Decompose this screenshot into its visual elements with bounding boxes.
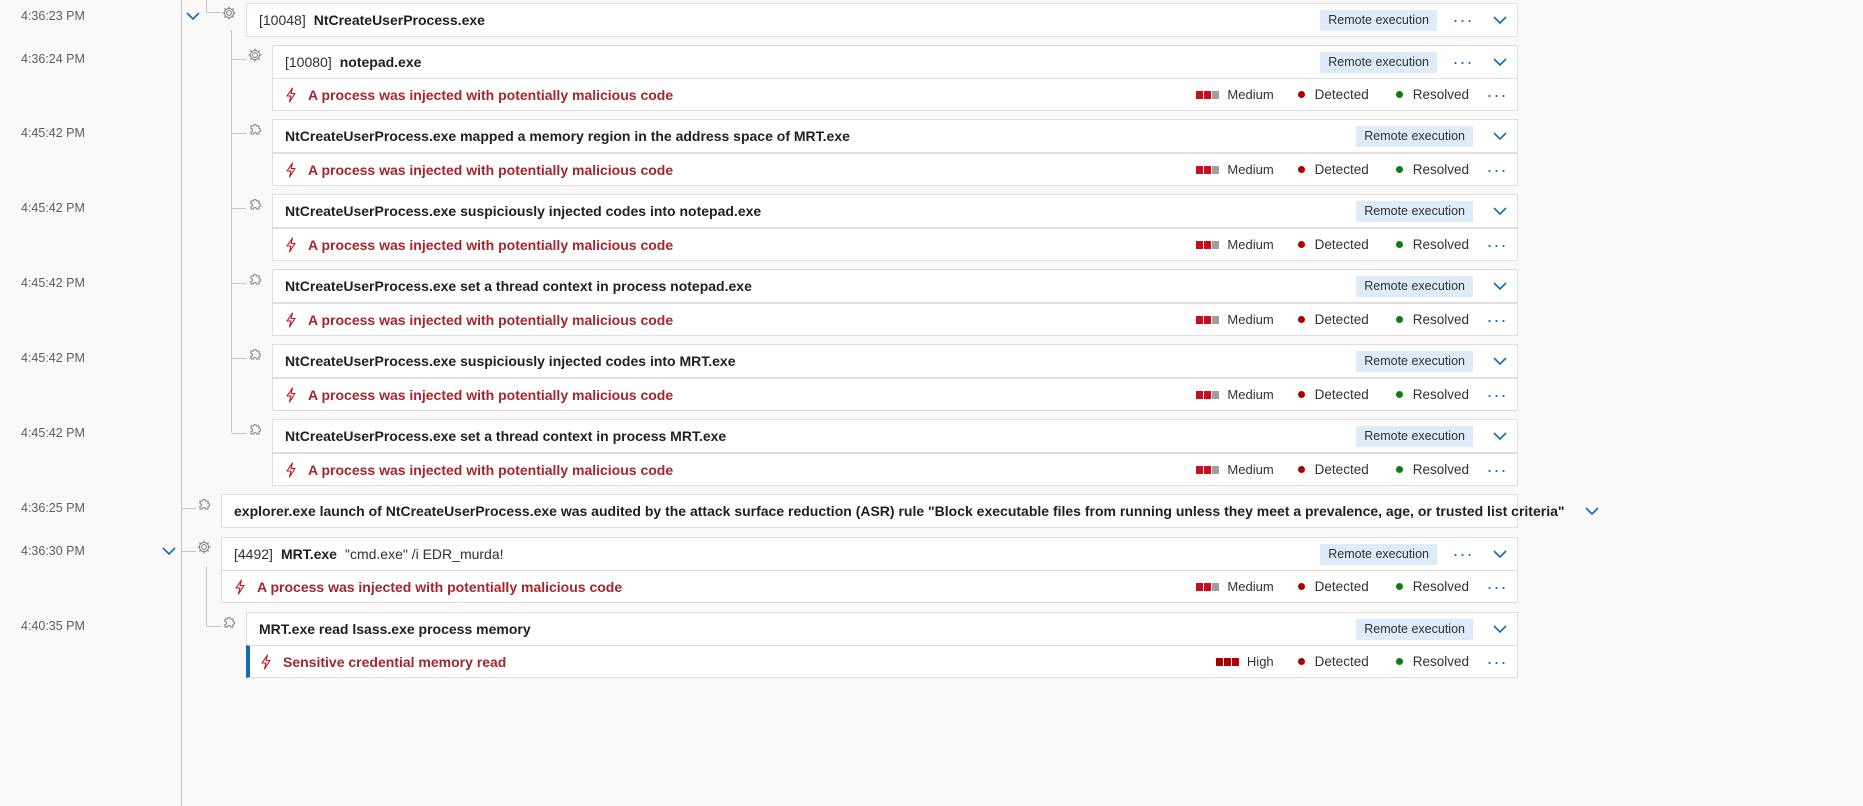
- alert-title[interactable]: A process was injected with potentially malicious code: [308, 311, 674, 328]
- severity-label: Medium: [1227, 462, 1274, 477]
- severity-indicator: [1196, 387, 1273, 402]
- event-timestamp: 4:45:42 PM: [21, 351, 85, 365]
- alert-row[interactable]: [272, 78, 1518, 111]
- expand-chevron-icon[interactable]: [1483, 207, 1517, 216]
- tree-connector: [231, 133, 246, 134]
- expand-chevron-icon[interactable]: [1483, 282, 1517, 291]
- collapse-chevron-icon[interactable]: [186, 12, 202, 28]
- resolved-label: Resolved: [1412, 312, 1469, 327]
- event-title: NtCreateUserProcess.exe suspiciously injected codes into MRT.exe: [285, 353, 736, 369]
- remote-execution-tag: Remote execution: [1356, 351, 1473, 372]
- lightning-icon: [285, 387, 299, 403]
- event-title: NtCreateUserProcess.exe mapped a memory region in the address space of MRT.exe: [285, 128, 850, 144]
- more-options-icon[interactable]: ···: [1486, 459, 1508, 480]
- detected-dot-icon: [1298, 583, 1305, 590]
- process-name: notepad.exe: [339, 54, 422, 70]
- process-id: [10080]: [285, 54, 332, 70]
- severity-indicator: [1196, 462, 1273, 477]
- row-actions: [1356, 420, 1517, 452]
- event-row[interactable]: [246, 612, 1518, 646]
- tree-connector: [231, 433, 246, 434]
- process-id: [4492]: [234, 546, 273, 562]
- event-row[interactable]: [272, 119, 1518, 153]
- lightning-icon: [285, 312, 299, 328]
- more-options-icon[interactable]: ···: [1486, 234, 1508, 255]
- event-timestamp: 4:45:42 PM: [21, 201, 85, 215]
- remote-execution-tag: Remote execution: [1356, 201, 1473, 222]
- tree-connector: [181, 551, 196, 552]
- resolved-label: Resolved: [1412, 87, 1469, 102]
- expand-chevron-icon[interactable]: [1575, 507, 1609, 516]
- resolution-status: [1396, 312, 1469, 327]
- expand-chevron-icon[interactable]: [1483, 58, 1517, 67]
- resolved-dot-icon: [1396, 316, 1403, 323]
- detected-label: Detected: [1314, 462, 1369, 477]
- alert-status-group: [1196, 571, 1517, 602]
- remote-execution-tag: Remote execution: [1320, 10, 1437, 31]
- puzzle-icon: [247, 271, 263, 287]
- alert-title[interactable]: A process was injected with potentially malicious code: [308, 386, 674, 403]
- tree-connector: [231, 283, 246, 284]
- alert-row[interactable]: [221, 570, 1518, 603]
- row-actions: [1320, 4, 1517, 36]
- event-timestamp: 4:45:42 PM: [21, 276, 85, 290]
- alert-row[interactable]: [246, 645, 1518, 678]
- alert-status-group: [1196, 454, 1517, 485]
- more-options-icon[interactable]: ···: [1452, 52, 1474, 72]
- event-row[interactable]: [221, 494, 1565, 528]
- process-name: MRT.exe: [280, 546, 337, 562]
- more-options-icon[interactable]: ···: [1452, 10, 1474, 30]
- severity-label: Medium: [1227, 162, 1274, 177]
- tree-connector: [231, 30, 232, 432]
- more-options-icon[interactable]: ···: [1486, 84, 1508, 105]
- alert-row[interactable]: [272, 378, 1518, 411]
- alert-status-group: [1196, 154, 1517, 185]
- lightning-icon: [285, 462, 299, 478]
- detected-label: Detected: [1314, 654, 1369, 669]
- alert-status-group: [1196, 229, 1517, 260]
- lightning-icon: [260, 654, 274, 670]
- alert-status-group: [1196, 379, 1517, 410]
- resolved-label: Resolved: [1412, 162, 1469, 177]
- process-row[interactable]: [221, 537, 1518, 571]
- remote-execution-tag: Remote execution: [1356, 426, 1473, 447]
- resolved-label: Resolved: [1412, 654, 1469, 669]
- tree-connector: [231, 59, 246, 60]
- alert-title[interactable]: A process was injected with potentially malicious code: [308, 161, 674, 178]
- event-timestamp: 4:40:35 PM: [21, 619, 85, 633]
- event-timestamp: 4:36:25 PM: [21, 501, 85, 515]
- event-row[interactable]: [272, 344, 1518, 378]
- remote-execution-tag: Remote execution: [1356, 276, 1473, 297]
- resolution-status: [1396, 237, 1469, 252]
- detection-status: [1298, 462, 1369, 477]
- event-title: MRT.exe read lsass.exe process memory: [259, 621, 531, 637]
- more-options-icon[interactable]: ···: [1486, 576, 1508, 597]
- resolution-status: [1396, 162, 1469, 177]
- alert-status-group: [1216, 646, 1517, 677]
- detection-status: [1298, 237, 1369, 252]
- row-actions: [1356, 270, 1517, 302]
- expand-chevron-icon[interactable]: [1483, 357, 1517, 366]
- process-name: NtCreateUserProcess.exe: [313, 12, 485, 28]
- resolution-status: [1396, 387, 1469, 402]
- resolution-status: [1396, 654, 1469, 669]
- alert-status-group: [1196, 304, 1517, 335]
- detected-dot-icon: [1298, 658, 1305, 665]
- severity-label: Medium: [1227, 312, 1274, 327]
- alert-title[interactable]: Sensitive credential memory read: [283, 653, 507, 670]
- puzzle-icon: [196, 496, 212, 512]
- event-timestamp: 4:45:42 PM: [21, 426, 85, 440]
- resolved-dot-icon: [1396, 391, 1403, 398]
- detection-status: [1298, 162, 1369, 177]
- severity-bars-icon: [1196, 391, 1219, 399]
- severity-bars-icon: [1196, 466, 1219, 474]
- resolved-label: Resolved: [1412, 387, 1469, 402]
- lightning-icon: [234, 579, 248, 595]
- alert-title[interactable]: A process was injected with potentially malicious code: [308, 461, 674, 478]
- event-row[interactable]: [272, 419, 1518, 453]
- expand-chevron-icon[interactable]: [1483, 625, 1517, 634]
- puzzle-icon: [247, 346, 263, 362]
- collapse-chevron-icon[interactable]: [162, 547, 178, 563]
- puzzle-icon: [247, 421, 263, 437]
- severity-bars-icon: [1216, 658, 1239, 666]
- severity-bars-icon: [1196, 316, 1219, 324]
- resolved-dot-icon: [1396, 91, 1403, 98]
- severity-bars-icon: [1196, 583, 1219, 591]
- remote-execution-tag: Remote execution: [1320, 544, 1437, 565]
- process-row[interactable]: [272, 45, 1518, 79]
- detection-status: [1298, 579, 1369, 594]
- severity-bars-icon: [1196, 166, 1219, 174]
- severity-indicator: [1196, 312, 1273, 327]
- lightning-icon: [285, 162, 299, 178]
- event-row[interactable]: [272, 194, 1518, 228]
- more-options-icon[interactable]: ···: [1486, 651, 1508, 672]
- tree-connector: [206, 12, 221, 13]
- severity-label: High: [1246, 654, 1274, 669]
- severity-bars-icon: [1196, 241, 1219, 249]
- event-title: NtCreateUserProcess.exe suspiciously injected codes into notepad.exe: [285, 203, 762, 219]
- row-actions: [1356, 195, 1517, 227]
- resolved-dot-icon: [1396, 583, 1403, 590]
- event-row[interactable]: [272, 269, 1518, 303]
- resolved-label: Resolved: [1412, 579, 1469, 594]
- command-line: "cmd.exe" /i EDR_murda!: [344, 546, 504, 562]
- detected-dot-icon: [1298, 241, 1305, 248]
- resolution-status: [1396, 462, 1469, 477]
- tree-connector: [206, 566, 207, 626]
- detected-label: Detected: [1314, 387, 1369, 402]
- resolution-status: [1396, 579, 1469, 594]
- row-actions: [1356, 120, 1517, 152]
- resolved-dot-icon: [1396, 166, 1403, 173]
- process-row[interactable]: [246, 3, 1518, 37]
- detected-dot-icon: [1298, 91, 1305, 98]
- tree-connector: [231, 358, 246, 359]
- alert-title[interactable]: A process was injected with potentially malicious code: [308, 236, 674, 253]
- puzzle-icon: [247, 196, 263, 212]
- row-actions: [1356, 345, 1517, 377]
- severity-label: Medium: [1227, 237, 1274, 252]
- detection-status: [1298, 654, 1369, 669]
- resolved-dot-icon: [1396, 658, 1403, 665]
- alert-title[interactable]: A process was injected with potentially malicious code: [308, 86, 674, 103]
- remote-execution-tag: Remote execution: [1356, 126, 1473, 147]
- event-timestamp: 4:36:30 PM: [21, 544, 85, 558]
- expand-chevron-icon[interactable]: [1483, 132, 1517, 141]
- resolved-label: Resolved: [1412, 237, 1469, 252]
- lightning-icon: [285, 87, 299, 103]
- alert-row[interactable]: [272, 153, 1518, 186]
- detection-status: [1298, 312, 1369, 327]
- puzzle-icon: [247, 121, 263, 137]
- resolved-dot-icon: [1396, 241, 1403, 248]
- expand-chevron-icon[interactable]: [1483, 16, 1517, 25]
- more-options-icon[interactable]: ···: [1486, 159, 1508, 180]
- alert-title[interactable]: A process was injected with potentially malicious code: [257, 578, 623, 595]
- detected-dot-icon: [1298, 391, 1305, 398]
- resolved-label: Resolved: [1412, 462, 1469, 477]
- remote-execution-tag: Remote execution: [1320, 52, 1437, 73]
- alert-row[interactable]: [272, 303, 1518, 336]
- alert-status-group: [1196, 79, 1517, 110]
- puzzle-icon: [221, 614, 237, 630]
- tree-connector: [231, 208, 246, 209]
- detected-label: Detected: [1314, 237, 1369, 252]
- expand-chevron-icon[interactable]: [1483, 550, 1517, 559]
- resolution-status: [1396, 87, 1469, 102]
- gear-icon: [196, 539, 212, 555]
- tree-connector: [181, 508, 196, 509]
- severity-label: Medium: [1227, 87, 1274, 102]
- row-actions: [1356, 613, 1517, 645]
- alert-row[interactable]: [272, 453, 1518, 486]
- event-title: explorer.exe launch of NtCreateUserProcess.exe was audited by the attack surface reduction (ASR) rule "Block executable files from running unless they meet a prevalence, age, or trusted list criteria": [234, 503, 1565, 519]
- more-options-icon[interactable]: ···: [1486, 384, 1508, 405]
- severity-indicator: [1196, 237, 1273, 252]
- detected-label: Detected: [1314, 579, 1369, 594]
- alert-row[interactable]: [272, 228, 1518, 261]
- severity-indicator: [1196, 162, 1273, 177]
- resolved-dot-icon: [1396, 466, 1403, 473]
- event-title: NtCreateUserProcess.exe set a thread context in process notepad.exe: [285, 278, 752, 294]
- severity-indicator: [1196, 579, 1273, 594]
- detected-label: Detected: [1314, 87, 1369, 102]
- detected-dot-icon: [1298, 166, 1305, 173]
- detected-label: Detected: [1314, 162, 1369, 177]
- lightning-icon: [285, 237, 299, 253]
- tree-connector: [206, 0, 207, 12]
- tree-connector: [181, 0, 182, 806]
- more-options-icon[interactable]: ···: [1486, 309, 1508, 330]
- gear-icon: [221, 5, 237, 21]
- detection-status: [1298, 87, 1369, 102]
- row-actions: [1320, 46, 1517, 78]
- expand-chevron-icon[interactable]: [1483, 432, 1517, 441]
- more-options-icon[interactable]: ···: [1452, 544, 1474, 564]
- gear-icon: [247, 47, 263, 63]
- detected-dot-icon: [1298, 316, 1305, 323]
- severity-indicator: [1216, 654, 1274, 669]
- severity-label: Medium: [1227, 579, 1274, 594]
- event-timestamp: 4:36:23 PM: [21, 9, 85, 23]
- detection-status: [1298, 387, 1369, 402]
- remote-execution-tag: Remote execution: [1356, 619, 1473, 640]
- detected-label: Detected: [1314, 312, 1369, 327]
- process-id: [10048]: [259, 12, 306, 28]
- event-timestamp: 4:45:42 PM: [21, 126, 85, 140]
- event-title: NtCreateUserProcess.exe set a thread context in process MRT.exe: [285, 428, 727, 444]
- severity-label: Medium: [1227, 387, 1274, 402]
- severity-bars-icon: [1196, 91, 1219, 99]
- event-timestamp: 4:36:24 PM: [21, 52, 85, 66]
- row-actions: [1320, 538, 1517, 570]
- tree-connector: [206, 626, 221, 627]
- detected-dot-icon: [1298, 466, 1305, 473]
- severity-indicator: [1196, 87, 1273, 102]
- row-actions: [1565, 495, 1609, 527]
